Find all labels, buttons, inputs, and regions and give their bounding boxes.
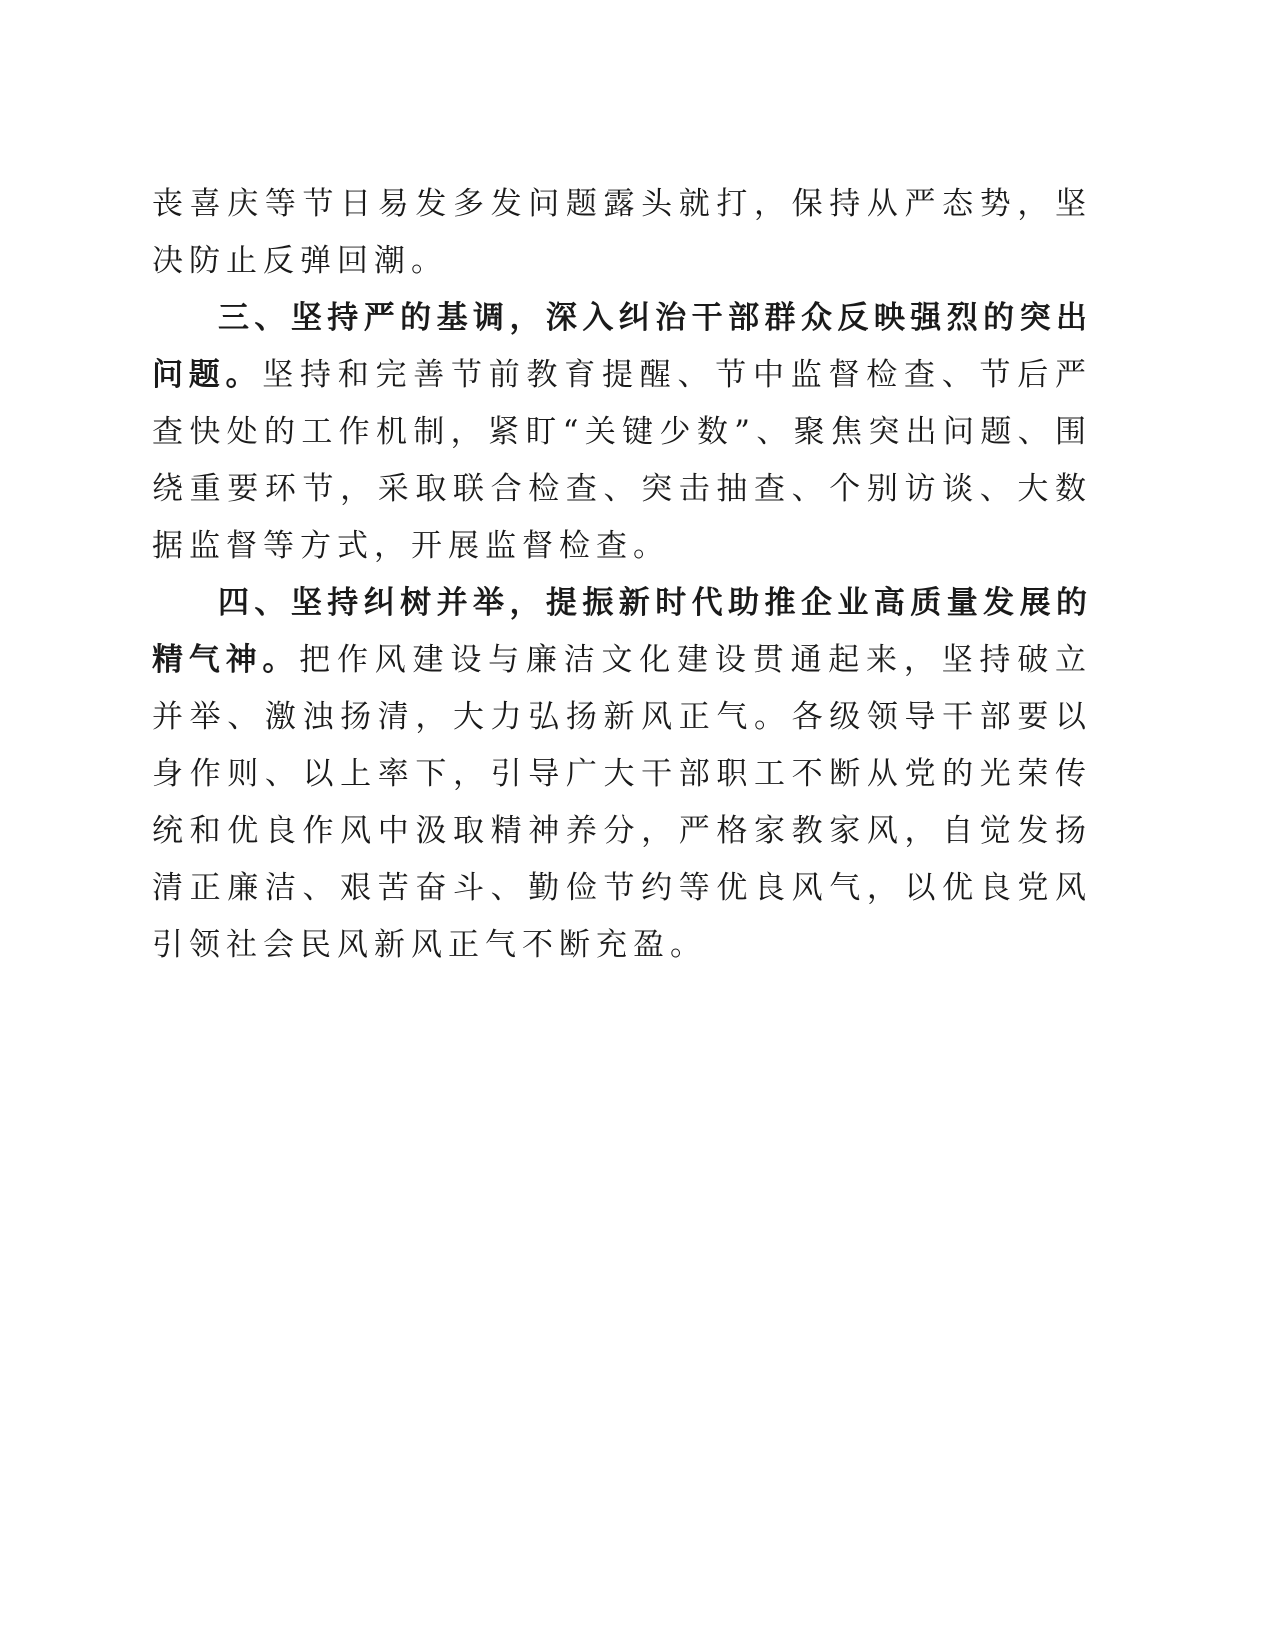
paragraph-text: 丧喜庆等节日易发多发问题露头就打，保持从严态势，坚决防止反弹回潮。 — [152, 186, 1092, 279]
section-four-paragraph — [152, 575, 1092, 974]
document-body — [152, 176, 1092, 974]
section-four-body: 把作风建设与廉洁文化建设贯通起来，坚持破立并举、激浊扬清，大力弘扬新风正气。各级领导干部要以身作则、以上率下，引导广大干部职工不断从党的光荣传统和优良作风中汲取精神养分，严格家教家风，自觉发扬清正廉洁、艰苦奋斗、勤俭节约等优良风气，以优良党风引领社会民风新风正气不断充盈。 — [152, 642, 1093, 963]
section-three-body: 坚持和完善节前教育提醒、节中监督检查、节后严查快处的工作机制，紧盯“关键少数”、聚焦突出问题、围绕重要环节，采取联合检查、突击抽查、个别访谈、大数据监督等方式，开展监督检查。 — [152, 357, 1092, 564]
section-three-paragraph — [152, 290, 1092, 575]
section-three-heading: 三、坚持严的基调，深入纠治干部群众反映强烈的突出问题。 — [152, 300, 1092, 393]
section-four-heading: 四、坚持纠树并举，提振新时代助推企业高质量发展的精气神。 — [152, 585, 1092, 678]
paragraph-continuation — [152, 176, 1092, 290]
